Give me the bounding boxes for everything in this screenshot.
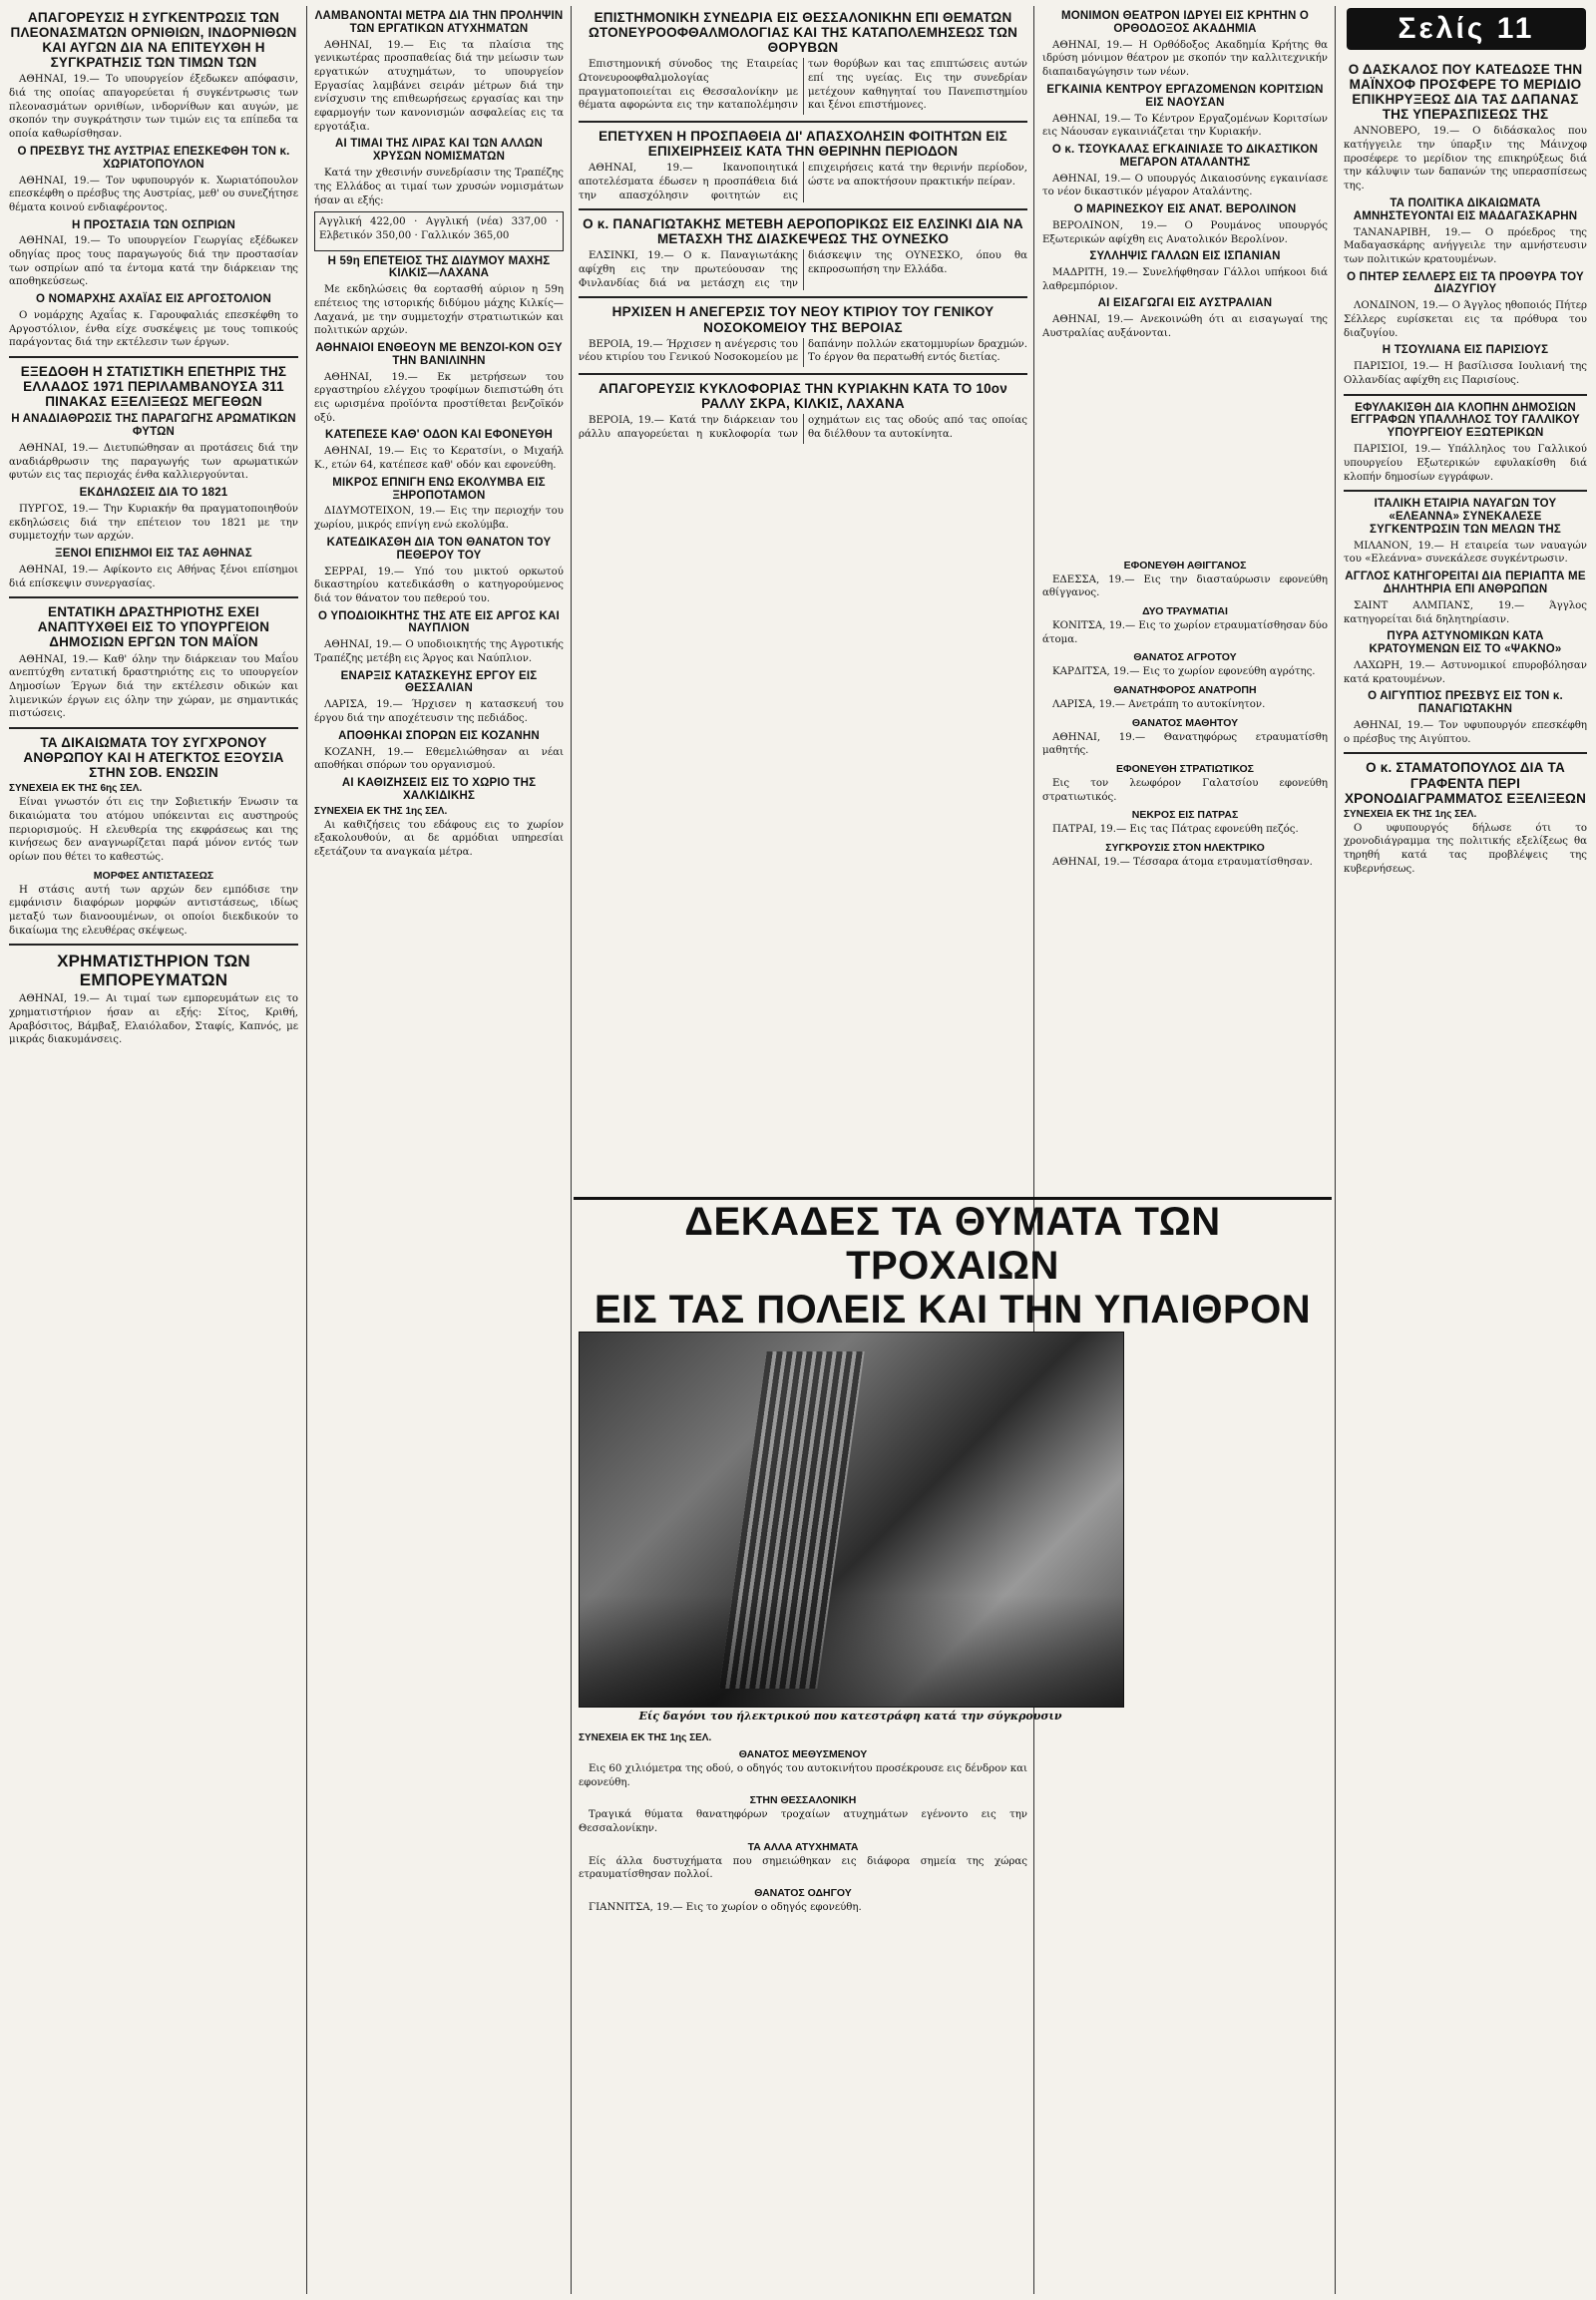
- article-columns: [579, 58, 1027, 115]
- article-text: ΑΘΗΝΑΙ, 19.— Αφίκοντο εις Αθήνας ξένοι επίσημοι διά επίσκεψιν συνεργασίας.: [9, 564, 298, 589]
- article-text: ΚΟΝΙΤΣΑ, 19.— Εις το χωρίον ετραυματίσθησαν δύο άτομα.: [1042, 619, 1328, 645]
- article-text: Ο νομάρχης Αχαΐας κ. Γαρουφαλιάς επεσκέφθη το Αργοστόλιον, ένθα είχε συσκέψεις με τους τοπικούς παράγοντας διά την εκτέλεσιν των έργων.: [9, 310, 298, 349]
- banner-spacer: [1042, 345, 1328, 555]
- headline: Ο ΠΗΤΕΡ ΣΕΛΛΕΡΣ ΕΙΣ ΤΑ ΠΡΟΘΥΡΑ ΤΟΥ ΔΙΑΖΥΓΙΟΥ: [1347, 270, 1584, 296]
- headline: ΕΦΥΛΑΚΙΣΘΗ ΔΙΑ ΚΛΟΠΗΝ ΔΗΜΟΣΙΩΝ ΕΓΓΡΑΦΩΝ ΥΠΑΛΛΗΛΟΣ ΤΟΥ ΓΑΛΛΙΚΟΥ ΥΠΟΥΡΓΕΙΟΥ ΕΞΩΤΕΡΙΚΩΝ: [1351, 401, 1580, 440]
- main-banner: [574, 1197, 1332, 1332]
- headline: ΕΠΕΤΥΧΕΝ Η ΠΡΟΣΠΑΘΕΙΑ ΔΙ' ΑΠΑΣΧΟΛΗΣΙΝ ΦΟΙΤΗΤΩΝ ΕΙΣ ΕΠΙΧΕΙΡΗΣΕΙΣ ΚΑΤΑ ΤΗΝ ΘΕΡΙΝΗΝ ΠΕΡΙΟΔΟΝ: [598, 129, 1007, 160]
- article-text: ΑΘΗΝΑΙ, 19.— Διετυπώθησαν αι προτάσεις διά την αναδιάρθρωσιν της παραγωγής των αρωματικών φυτών εις τας περιοχάς ένθα καλλιεργούνται.: [9, 443, 298, 482]
- article-text: ΑΘΗΝΑΙ, 19.— Ο υπουργός Δικαιοσύνης εγκαινίασε το νέον δικαστικόν μέγαρον Αταλάντης.: [1042, 173, 1328, 198]
- headline: ΑΠΑΓΟΡΕΥΣΙΣ Η ΣΥΓΚΕΝΤΡΩΣΙΣ ΤΩΝ ΠΛΕΟΝΑΣΜΑΤΩΝ ΟΡΝΙΘΙΩΝ, ΙΝΔΟΡΝΙΘΩΝ ΚΑΙ ΑΥΓΩΝ ΔΙΑ ΝΑ ΕΠΙΤΕΥΧΘΗ Η ΣΥΓΚΡΑΤΗΣΙΣ ΤΩΝ ΤΙΜΩΝ ΤΩΝ: [10, 10, 297, 71]
- article-text: ΑΘΗΝΑΙ, 19.— Καθ' όλην την διάρκειαν του Μαΐου ανεπτύχθη εντατική δραστηριότης εις το υπουργείον Δημοσίων Έργων διά την εκτέλεσιν οδικών και λιμενικών έργων εις όλην την χώραν, με σημαντικάς πιστώσεις.: [9, 653, 298, 720]
- article-text: ΔΙΔΥΜΟΤΕΙΧΟΝ, 19.— Εις την περιοχήν του χωρίου, μικρός επνίγη ενώ εκολύμβα.: [314, 506, 564, 532]
- column-rule: [306, 6, 307, 2294]
- article-text: ΑΘΗΝΑΙ, 19.— Εις τα πλαίσια της γενικωτέρας προσπαθείας διά την μείωσιν των εργατικών ατυχημάτων, το υπουργείον Εργασίας λαμβάνει σειράν μέτρων διά την ενίσχυσιν της επιθεωρήσεως εργασίας και την εφαρμογήν των κανονισμών ασφαλείας εις τα εργοτάξια.: [314, 39, 564, 133]
- headline: ΜΙΚΡΟΣ ΕΠΝΙΓΗ ΕΝΩ ΕΚΟΛΥΜΒΑ ΕΙΣ ΞΗΡΟΠΟΤΑΜΟΝ: [332, 476, 546, 502]
- headline: Η ΤΣΟΥΛΙΑΝΑ ΕΙΣ ΠΑΡΙΣΙΟΥΣ: [1382, 344, 1549, 357]
- photo-caption: Είς δαγόνι του ήλεκτρικού που κατεστράφη κατά την σύγκρουσιν: [638, 1710, 1062, 1723]
- article-text: ΑΘΗΝΑΙ, 19.— Ο υποδιοικητής της Αγροτικής Τραπέζης μετέβη εις Άργος και Ναύπλιον.: [314, 639, 564, 664]
- column-rule: [1033, 6, 1034, 2294]
- headline: ΕΠΙΣΤΗΜΟΝΙΚΗ ΣΥΝΕΔΡΙΑ ΕΙΣ ΘΕΣΣΑΛΟΝΙΚΗΝ ΕΠΙ ΘΕΜΑΤΩΝ ΩΤΟΝΕΥΡΟΟΦΘΑΛΜΟΛΟΓΙΑΣ ΚΑΙ ΤΗΣ ΚΑΤΑΠΟΛΕΜΗΣΕΩΣ ΤΩΝ ΘΟΡΥΒΩΝ: [588, 10, 1018, 56]
- headline: Η ΠΡΟΣΤΑΣΙΑ ΤΩΝ ΟΣΠΡΙΩΝ: [71, 218, 236, 231]
- article-text: ΚΑΡΔΙΤΣΑ, 19.— Εις το χωρίον εφονεύθη αγρότης.: [1052, 666, 1316, 678]
- headline: ΚΑΤΕΔΙΚΑΣΘΗ ΔΙΑ ΤΟΝ ΘΑΝΑΤΟΝ ΤΟΥ ΠΕΘΕΡΟΥ ΤΟΥ: [326, 536, 552, 562]
- article-text: Τραγικά θύματα θανατηφόρων τροχαίων ατυχημάτων εγένοντο εις την Θεσσαλονίκην.: [579, 1809, 1027, 1835]
- article-text: Είς άλλα δυστυχήματα που σημειώθηκαν εις διάφορα σημεία της χώρας ετραυματίσθησαν πολλοί.: [579, 1855, 1027, 1881]
- article-text: ΜΑΔΡΙΤΗ, 19.— Συνελήφθησαν Γάλλοι υπήκοοι διά λαθρεμπόριον.: [1042, 267, 1328, 292]
- divider: [579, 373, 1027, 375]
- article-text: Κατά την χθεσινήν συνεδρίασιν της Τραπέζης της Ελλάδος αι τιμαί των χρυσών νομισμάτων ήσαν αι εξής:: [314, 168, 564, 206]
- headline: ΞΕΝΟΙ ΕΠΙΣΗΜΟΙ ΕΙΣ ΤΑΣ ΑΘΗΝΑΣ: [55, 548, 252, 560]
- headline: ΑΠΑΓΟΡΕΥΣΙΣ ΚΥΚΛΟΦΟΡΙΑΣ ΤΗΝ ΚΥΡΙΑΚΗΝ ΚΑΤΑ ΤΟ 10ον ΡΑΛΛΥ ΣΚΡΑ, ΚΙΛΚΙΣ, ΛΑΧΑΝΑ: [598, 381, 1007, 412]
- column-5: [1339, 58, 1592, 2294]
- article-text: ΑΘΗΝΑΙ, 19.— Η Ορθόδοξος Ακαδημία Κρήτης θα ιδρύση μόνιμον θέατρον με σκοπόν την καλλιτεχνικήν διαπαιδαγώγησιν των νέων.: [1042, 39, 1328, 79]
- headline: ΑΙ ΤΙΜΑΙ ΤΗΣ ΛΙΡΑΣ ΚΑΙ ΤΩΝ ΑΛΛΩΝ ΧΡΥΣΩΝ ΝΟΜΙΣΜΑΤΩΝ: [335, 138, 543, 164]
- subheading: ΕΦΟΝΕΥΘΗ ΑΘΙΓΓΑΝΟΣ: [1123, 559, 1247, 572]
- banner-line-2: ΕΙΣ ΤΑΣ ΠΟΛΕΙΣ ΚΑΙ ΤΗΝ ΥΠΑΙΘΡΟΝ: [594, 1288, 1312, 1332]
- article-columns: [579, 338, 1027, 367]
- subheading: ΘΑΝΑΤΟΣ ΜΕΘΥΣΜΕΝΟΥ: [738, 1748, 868, 1760]
- article-columns: [579, 249, 1027, 290]
- article-text: Η στάσις αυτή των αρχών δεν εμπόδισε την εμφάνισιν διαφόρων μορφών αντιστάσεως, ιδίως μεταξύ των διανοουμένων, οι οποίοι διεκδικούν το δικαίωμα της ελευθέρας σκέψεως.: [9, 884, 298, 937]
- subheading: ΘΑΝΑΤΟΣ ΟΔΗΓΟΥ: [754, 1887, 852, 1900]
- divider: [579, 296, 1027, 298]
- article-text: ΛΑΡΙΣΑ, 19.— Ανετράπη το αυτοκίνητον.: [1052, 698, 1266, 710]
- article-text: ΣΕΡΡΑΙ, 19.— Υπό του μικτού ορκωτού δικαστηρίου κατεδικάσθη ο κατηγορούμενος διά τον θάνατον του πεθερού του.: [314, 566, 564, 604]
- headline: Ο κ. ΣΤΑΜΑΤΟΠΟΥΛΟΣ ΔΙΑ ΤΑ ΓΡΑΦΕΝΤΑ ΠΕΡΙ ΧΡΟΝΟΔΙΑΓΡΑΜΜΑΤΟΣ ΕΞΕΛΙΞΕΩΝ: [1344, 760, 1587, 806]
- article-columns: [579, 414, 1027, 443]
- headline: ΑΙ ΕΙΣΑΓΩΓΑΙ ΕΙΣ ΑΥΣΤΡΑΛΙΑΝ: [1097, 297, 1273, 310]
- article-text: ΒΕΡΟΛΙΝΟΝ, 19.— Ο Ρουμάνος υπουργός Εξωτερικών αφίχθη εις Ανατολικόν Βερολίνον.: [1042, 219, 1328, 245]
- headline: Ο ΥΠΟΔΙΟΙΚΗΤΗΣ ΤΗΣ ΑΤΕ ΕΙΣ ΑΡΓΟΣ ΚΑΙ ΝΑΥΠΛΙΟΝ: [318, 609, 560, 635]
- continued-label: ΣΥΝΕΧΕΙΑ ΕΚ ΤΗΣ 1ης ΣΕΛ.: [1344, 808, 1477, 820]
- rates-box: [314, 211, 564, 250]
- article-text: ΑΘΗΝΑΙ, 19.— Τέσσαρα άτομα ετραυματίσθησαν.: [1052, 857, 1313, 868]
- headline: ΤΑ ΠΟΛΙΤΙΚΑ ΔΙΚΑΙΩΜΑΤΑ ΑΜΝΗΣΤΕΥΟΝΤΑΙ ΕΙΣ ΜΑΔΑΓΑΣΚΑΡΗΝ: [1353, 196, 1578, 222]
- article-text: ΓΙΑΝΝΙΤΣΑ, 19.— Εις το χωρίον ο οδηγός εφονεύθη.: [589, 1902, 862, 1914]
- divider: [9, 944, 298, 946]
- subheading: ΘΑΝΑΤΗΦΟΡΟΣ ΑΝΑΤΡΟΠΗ: [1113, 683, 1257, 696]
- article-text: ΒΕΡΟΙΑ, 19.— Ήρχισεν η ανέγερσις του νέου κτιρίου του Γενικού Νοσοκομείου με δαπάνην πολλών εκατομμυρίων δραχμών. Το έργον θα περατωθή εντός διετίας.: [579, 338, 1027, 364]
- center-upper: [574, 6, 1032, 1193]
- headline: Η ΑΝΑΔΙΑΘΡΩΣΙΣ ΤΗΣ ΠΑΡΑΓΩΓΗΣ ΑΡΩΜΑΤΙΚΩΝ ΦΥΤΩΝ: [11, 413, 296, 439]
- article-text: ΕΛΣΙΝΚΙ, 19.— Ο κ. Παναγιωτάκης αφίχθη εις την πρωτεύουσαν της Φινλανδίας διά να μετάσχη εις την διάσκεψιν της ΟΥΝΕΣΚΟ, όπου θα εκπροσωπήση την Ελλάδα.: [579, 250, 1027, 289]
- headline: ΕΓΚΑΙΝΙΑ ΚΕΝΤΡΟΥ ΕΡΓΑΖΟΜΕΝΩΝ ΚΟΡΙΤΣΙΩΝ ΕΙΣ ΝΑΟΥΣΑΝ: [1046, 83, 1324, 109]
- headline: ΑΓΓΛΟΣ ΚΑΤΗΓΟΡΕΙΤΑΙ ΔΙΑ ΠΕΡΙΑΠΤΑ ΜΕ ΔΗΛΗΤΗΡΙΑ ΕΠΙ ΑΝΘΡΩΠΩΝ: [1345, 571, 1586, 596]
- subheading: ΜΟΡΦΕΣ ΑΝΤΙΣΤΑΣΕΩΣ: [93, 869, 214, 882]
- headline: Η 59η ΕΠΕΤΕΙΟΣ ΤΗΣ ΔΙΔΥΜΟΥ ΜΑΧΗΣ ΚΙΛΚΙΣ—ΛΑΧΑΝΑ: [327, 254, 551, 280]
- article-text: ΕΔΕΣΣΑ, 19.— Εις την διασταύρωσιν εφονεύθη αθίγγανος.: [1042, 574, 1328, 599]
- article-text: ΠΥΡΓΟΣ, 19.— Την Κυριακήν θα πραγματοποιηθούν εκδηλώσεις διά την επέτειον του 1821 με την συμμετοχήν των αρχών.: [9, 503, 298, 543]
- headline: ΙΤΑΛΙΚΗ ΕΤΑΙΡΙΑ ΝΑΥΑΓΩΝ ΤΟΥ «ΕΛΕΑΝΝΑ» ΣΥΝΕΚΑΛΕΣΕ ΣΥΓΚΕΝΤΡΩΣΙΝ ΤΩΝ ΜΕΛΩΝ ΤΗΣ: [1370, 498, 1561, 536]
- article-text: ΑΘΗΝΑΙ, 19.— Ανεκοινώθη ότι αι εισαγωγαί της Αυστραλίας αυξάνονται.: [1042, 314, 1328, 339]
- headline: ΑΙ ΚΑΘΙΖΗΣΕΙΣ ΕΙΣ ΤΟ ΧΩΡΙΟ ΤΗΣ ΧΑΛΚΙΔΙΚΗΣ: [341, 776, 537, 802]
- headline: Ο ΔΑΣΚΑΛΟΣ ΠΟΥ ΚΑΤΕΔΩΣΕ ΤΗΝ ΜΑΪΝΧΟΦ ΠΡΟΣΦΕΡΕ ΤΟ ΜΕΡΙΔΙΟ ΕΠΙΚΗΡΥΞΕΩΣ ΔΙΑ ΤΑΣ ΔΑΠΑΝΑΣ ΤΗΣ ΥΠΕΡΑΣΠΙΣΕΩΣ ΤΗΣ: [1348, 62, 1583, 123]
- column-4: [1037, 6, 1333, 2294]
- article-text: ΑΘΗΝΑΙ, 19.— Τον υφυπουργόν κ. Χωριατόπουλον επεσκέφθη ο πρέσβυς της Αυστρίας, μεθ' ου συνεζήτησε θέματα κοινού ενδιαφέροντος.: [9, 175, 298, 213]
- article-text: ΠΑΤΡΑΙ, 19.— Εις τας Πάτρας εφονεύθη πεζός.: [1052, 824, 1299, 836]
- article-text: ΑΘΗΝΑΙ, 19.— Ικανοποιητικά αποτελέσματα έδωσεν η προσπάθεια διά την απασχόλησιν φοιτητών εις επιχειρήσεις κατά την θερινήν περίοδον, ώστε να αποκτήσουν πρακτικήν πείραν.: [579, 163, 1027, 201]
- continued-label: ΣΥΝΕΧΕΙΑ ΕΚ ΤΗΣ 1ης ΣΕΛ.: [579, 1732, 712, 1743]
- article-text: Ο υφυπουργός δήλωσε ότι το χρονοδιάγραμμα της πολιτικής εξελίξεως θα τηρηθή κατά τας προβλέψεις της κυβερνήσεως.: [1344, 822, 1587, 875]
- article-text: Με εκδηλώσεις θα εορτασθή αύριον η 59η επέτειος της ιστορικής διδύμου μάχης Κιλκίς—Λαχανά, με την συμμετοχήν στρατιωτικών και πολιτικών αρχών.: [314, 284, 564, 337]
- article-text: Αι καθιζήσεις του εδάφους εις το χωρίον εξακολουθούν, αι δε αρμόδιαι υπηρεσίαι εξετάζουν τα αναγκαία μέτρα.: [314, 819, 564, 859]
- article-text: ΠΑΡΙΣΙΟΙ, 19.— Υπάλληλος του Γαλλικού υπουργείου Εξωτερικών εφυλακίσθη διά κλοπήν δημοσίων εγγράφων.: [1344, 444, 1587, 483]
- headline: ΗΡΧΙΣΕΝ Η ΑΝΕΓΕΡΣΙΣ ΤΟΥ ΝΕΟΥ ΚΤΙΡΙΟΥ ΤΟΥ ΓΕΝΙΚΟΥ ΝΟΣΟΚΟΜΕΙΟΥ ΤΗΣ ΒΕΡΟΙΑΣ: [611, 304, 995, 335]
- headline: ΛΑΜΒΑΝΟΝΤΑΙ ΜΕΤΡΑ ΔΙΑ ΤΗΝ ΠΡΟΛΗΨΙΝ ΤΩΝ ΕΡΓΑΤΙΚΩΝ ΑΤΥΧΗΜΑΤΩΝ: [314, 10, 564, 35]
- article-columns: [579, 162, 1027, 202]
- subheading: ΘΑΝΑΤΟΣ ΑΓΡΟΤΟΥ: [1133, 651, 1237, 664]
- divider: [9, 727, 298, 729]
- article-text: ΑΝΝΟΒΕΡΟ, 19.— Ο διδάσκαλος που κατήγγειλε την ύπαρξιν της Μάινχοφ προσέφερε το μερίδιον της επικηρύξεως διά την κάλυψιν των δαπανών της υπερασπίσεως της.: [1344, 126, 1587, 192]
- subheading: ΣΤΗΝ ΘΕΣΣΑΛΟΝΙΚΗ: [749, 1794, 857, 1807]
- center-lower: [574, 1730, 1032, 2289]
- article-text: ΑΘΗΝΑΙ, 19.— Το υπουργείον Γεωργίας εξέδωκεν οδηγίας προς τους παραγωγούς διά την προστασίαν των οσπρίων από τα έντομα κατά την διάρκειαν της αποθηκεύσεως.: [9, 235, 298, 288]
- article-text: Επιστημονική σύνοδος της Εταιρείας Ωτονευροοφθαλμολογίας πραγματοποιείται εις Θεσσαλονίκην με θέματα αφορώντα εις την καταπολέμησιν των θορύβων και τας επιπτώσεις αυτών επί της υγείας. Εις την συνεδρίαν μετέχουν καθηγηταί του Πανεπιστημίου και ξένοι επιστήμονες.: [579, 59, 1027, 112]
- headline: Ο κ. ΠΑΝΑΓΙΩΤΑΚΗΣ ΜΕΤΕΒΗ ΑΕΡΟΠΟΡΙΚΩΣ ΕΙΣ ΕΛΣΙΝΚΙ ΔΙΑ ΝΑ ΜΕΤΑΣΧΗ ΤΗΣ ΔΙΑΣΚΕΨΕΩΣ ΤΗΣ ΟΥΝΕΣΚΟ: [583, 216, 1023, 247]
- article-text: ΤΑΝΑΝΑΡΙΒΗ, 19.— Ο πρόεδρος της Μαδαγασκάρης ανήγγειλε την αμνήστευσιν των πολιτικών κρατουμένων.: [1344, 226, 1587, 265]
- article-text: ΛΑΧΩΡΗ, 19.— Αστυνομικοί επυροβόλησαν κατά κρατουμένων.: [1344, 660, 1587, 685]
- article-text: ΜΙΛΑΝΟΝ, 19.— Η εταιρεία των ναυαγών του «Ελεάννα» συνεκάλεσε συγκέντρωσιν.: [1344, 540, 1587, 566]
- divider: [1344, 394, 1587, 396]
- headline: ΧΡΗΜΑΤΙΣΤΗΡΙΟΝ ΤΩΝ ΕΜΠΟΡΕΥΜΑΤΩΝ: [57, 952, 250, 990]
- headline: Ο κ. ΤΣΟΥΚΑΛΑΣ ΕΓΚΑΙΝΙΑΣΕ ΤΟ ΔΙΚΑΣΤΙΚΟΝ ΜΕΓΑΡΟΝ ΑΤΑΛΑΝΤΗΣ: [1051, 143, 1319, 169]
- divider: [9, 596, 298, 598]
- headline: ΜΟΝΙΜΟΝ ΘΕΑΤΡΟΝ ΙΔΡΥΕΙ ΕΙΣ ΚΡΗΤΗΝ Ο ΟΡΘΟΔΟΞΟΣ ΑΚΑΔΗΜΙΑ: [1060, 10, 1310, 35]
- headline: ΕΝΑΡΞΙΣ ΚΑΤΑΣΚΕΥΗΣ ΕΡΓΟΥ ΕΙΣ ΘΕΣΣΑΛΙΑΝ: [340, 669, 538, 695]
- column-1: [4, 6, 303, 2294]
- subheading: ΣΥΓΚΡΟΥΣΙΣ ΣΤΟΝ ΗΛΕΚΤΡΙΚΟ: [1105, 842, 1265, 854]
- article-text: ΛΑΡΙΣΑ, 19.— Ήρχισεν η κατασκευή του έργου διά την αποχέτευσιν της πεδιάδος.: [314, 699, 564, 725]
- continued-label: ΣΥΝΕΧΕΙΑ ΕΚ ΤΗΣ 6ης ΣΕΛ.: [9, 783, 143, 795]
- rates-text: Αγγλική 422,00 · Αγγλική (νέα) 337,00 · Ελβετικόν 350,00 · Γαλλικόν 365,00: [319, 216, 559, 241]
- article-text: ΚΟΖΑΝΗ, 19.— Εθεμελιώθησαν αι νέαι αποθήκαι σπόρων του οργανισμού.: [314, 746, 564, 772]
- headline: Ο ΝΟΜΑΡΧΗΣ ΑΧΑΪΑΣ ΕΙΣ ΑΡΓΟΣΤΟΛΙΟΝ: [36, 293, 271, 306]
- article-text: ΑΘΗΝΑΙ, 19.— Εις το Κερατσίνι, ο Μιχαήλ Κ., ετών 64, κατέπεσε καθ' οδόν και εφονεύθη.: [314, 446, 564, 471]
- headline: ΕΞΕΔΟΘΗ Η ΣΤΑΤΙΣΤΙΚΗ ΕΠΕΤΗΡΙΣ ΤΗΣ ΕΛΛΑΔΟΣ 1971 ΠΕΡΙΛΑΜΒΑΝΟΥΣΑ 311 ΠΙΝΑΚΑΣ ΕΞΕΛΙΞΕΩΣ ΜΕΓΕΘΩΝ: [20, 364, 287, 410]
- article-text: Είναι γνωστόν ότι εις την Σοβιετικήν Ένωσιν τα δικαιώματα του ατόμου υπόκεινται εις αυστηρούς περιορισμούς. Η ελευθερία της εκφράσεως και της κινήσεως δεν αναγνωρίζεται παρά μόνον εντός των ορίων που θέτει το καθεστώς.: [9, 797, 298, 863]
- article-text: ΑΘΗΝΑΙ, 19.— Αι τιμαί των εμπορευμάτων εις το χρηματιστήριον ήσαν αι εξής: Σίτος, Κριθή, Αραβόσιτος, Βάμβαξ, Ελαιόλαδον, Σταφίς, Καπνός, με μικράς διακυμάνσεις.: [9, 993, 298, 1046]
- banner-line-1: ΔΕΚΑΔΕΣ ΤΑ ΘΥΜΑΤΑ ΤΩΝ ΤΡΟΧΑΙΩΝ: [684, 1200, 1221, 1288]
- divider: [1344, 752, 1587, 754]
- article-text: ΑΘΗΝΑΙ, 19.— Τον υφυπουργόν επεσκέφθη ο πρέσβυς της Αιγύπτου.: [1344, 720, 1587, 745]
- divider: [579, 208, 1027, 210]
- article-text: Εις τον λεωφόρον Γαλατσίου εφονεύθη στρατιωτικός.: [1042, 777, 1328, 803]
- column-rule: [1335, 6, 1336, 2294]
- headline: Ο ΜΑΡΙΝΕΣΚΟΥ ΕΙΣ ΑΝΑΤ. ΒΕΡΟΛΙΝΟΝ: [1073, 202, 1297, 215]
- headline: ΑΠΟΘΗΚΑΙ ΣΠΟΡΩΝ ΕΙΣ ΚΟΖΑΝΗΝ: [338, 729, 540, 742]
- subheading: ΕΦΟΝΕΥΘΗ ΣΤΡΑΤΙΩΤΙΚΟΣ: [1116, 762, 1254, 775]
- headline: ΕΚΔΗΛΩΣΕΙΣ ΔΙΑ ΤΟ 1821: [79, 487, 228, 500]
- subheading: ΔΥΟ ΤΡΑΥΜΑΤΙΑΙ: [1142, 604, 1228, 617]
- subheading: ΝΕΚΡΟΣ ΕΙΣ ΠΑΤΡΑΣ: [1131, 809, 1239, 822]
- page-number-logo: Σελίς 11: [1347, 8, 1586, 50]
- headline: ΕΝΤΑΤΙΚΗ ΔΡΑΣΤΗΡΙΟΤΗΣ ΕΧΕΙ ΑΝΑΠΤΥΧΘΕΙ ΕΙΣ ΤΟ ΥΠΟΥΡΓΕΙΟΝ ΔΗΜΟΣΙΩΝ ΕΡΓΩΝ ΤΟΝ ΜΑΪΟΝ: [37, 604, 270, 650]
- divider: [1344, 490, 1587, 492]
- divider: [9, 356, 298, 358]
- article-text: ΒΕΡΟΙΑ, 19.— Κατά την διάρκειαν του ράλλυ απαγορεύεται η κυκλοφορία των οχημάτων εις τας οδούς από τας οποίας θα διέλθουν τα αυτοκίνητα.: [579, 415, 1027, 440]
- subheading: ΤΑ ΑΛΛΑ ΑΤΥΧΗΜΑΤΑ: [747, 1840, 859, 1853]
- article-text: Εις 60 χιλιόμετρα της οδού, ο οδηγός του αυτοκινήτου προσέκρουσε εις δένδρον και εφονεύθη.: [579, 1763, 1027, 1788]
- article-text: ΑΘΗΝΑΙ, 19.— Θανατηφόρως ετραυματίσθη μαθητής.: [1042, 731, 1328, 757]
- headline: ΚΑΤΕΠΕΣΕ ΚΑΘ' ΟΔΟΝ ΚΑΙ ΕΦΟΝΕΥΘΗ: [324, 429, 554, 442]
- headline: Ο ΑΙΓΥΠΤΙΟΣ ΠΡΕΣΒΥΣ ΕΙΣ ΤΟΝ κ. ΠΑΝΑΓΙΩΤΑΚΗΝ: [1368, 690, 1563, 716]
- article-text: ΛΟΝΔΙΝΟΝ, 19.— Ο Άγγλος ηθοποιός Πήτερ Σέλλερς ευρίσκεται εις τα πρόθυρα του διαζυγίου.: [1344, 300, 1587, 339]
- article-text: ΑΘΗΝΑΙ, 19.— Το Κέντρον Εργαζομένων Κοριτσίων εις Νάουσαν εγκαινιάζεται την Κυριακήν.: [1042, 113, 1328, 139]
- headline: Ο ΠΡΕΣΒΥΣ ΤΗΣ ΑΥΣΤΡΙΑΣ ΕΠΕΣΚΕΦΘΗ ΤΟΝ κ. ΧΩΡΙΑΤΟΠΟΥΛΟΝ: [17, 145, 290, 171]
- subheading: ΘΑΝΑΤΟΣ ΜΑΘΗΤΟΥ: [1131, 716, 1239, 729]
- headline: ΤΑ ΔΙΚΑΙΩΜΑΤΑ ΤΟΥ ΣΥΓΧΡΟΝΟΥ ΑΝΘΡΩΠΟΥ ΚΑΙ Η ΑΤΕΓΚΤΟΣ ΕΞΟΥΣΙΑ ΣΤΗΝ ΣΟΒ. ΕΝΩΣΙΝ: [23, 734, 284, 781]
- column-2: [309, 6, 569, 2294]
- article-text: ΑΘΗΝΑΙ, 19.— Το υπουργείον έξεδωκεν απόφασιν, διά της οποίας απαγορεύεται ή συγκέντρωσις των πλεονασμάτων ορνιθίων, ινδορνίθων και αυγών, με σκοπόν την συγκράτησιν των τιμών εις τα επίπεδα τα οποία καθωρίσθησαν.: [9, 74, 298, 141]
- headline: ΠΥΡΑ ΑΣΤΥΝΟΜΙΚΩΝ ΚΑΤΑ ΚΡΑΤΟΥΜΕΝΩΝ ΕΙΣ ΤΟ «ΨΑΚΝΟ»: [1369, 630, 1562, 656]
- headline: ΑΘΗΝΑΙΟΙ ΕΝΘΕΟΥΝ ΜΕ ΒΕΝΖΟΙ-ΚΟΝ ΟΞΥ ΤΗΝ ΒΑΝΙΛΙΝΗΝ: [315, 342, 563, 367]
- article-text: ΣΑΙΝΤ ΑΛΜΠΑΝΣ, 19.— Άγγλος κατηγορείται διά δηλητηρίασιν.: [1344, 599, 1587, 625]
- headline: ΣΥΛΛΗΨΙΣ ΓΑΛΛΩΝ ΕΙΣ ΙΣΠΑΝΙΑΝ: [1089, 250, 1281, 263]
- divider: [579, 121, 1027, 123]
- continued-label: ΣΥΝΕΧΕΙΑ ΕΚ ΤΗΣ 1ης ΣΕΛ.: [314, 805, 448, 817]
- news-photo: [579, 1332, 1124, 1708]
- column-rule: [571, 6, 572, 2294]
- article-text: ΠΑΡΙΣΙΟΙ, 19.— Η βασίλισσα Ιουλιανή της Ολλανδίας αφίχθη εις Παρισίους.: [1344, 361, 1587, 386]
- article-text: ΑΘΗΝΑΙ, 19.— Εκ μετρήσεων του εργαστηρίου ελέγχου τροφίμων διεπιστώθη ότι εις ωρισμένα προϊόντα προστίθεται βενζοϊκόν οξύ.: [314, 371, 564, 424]
